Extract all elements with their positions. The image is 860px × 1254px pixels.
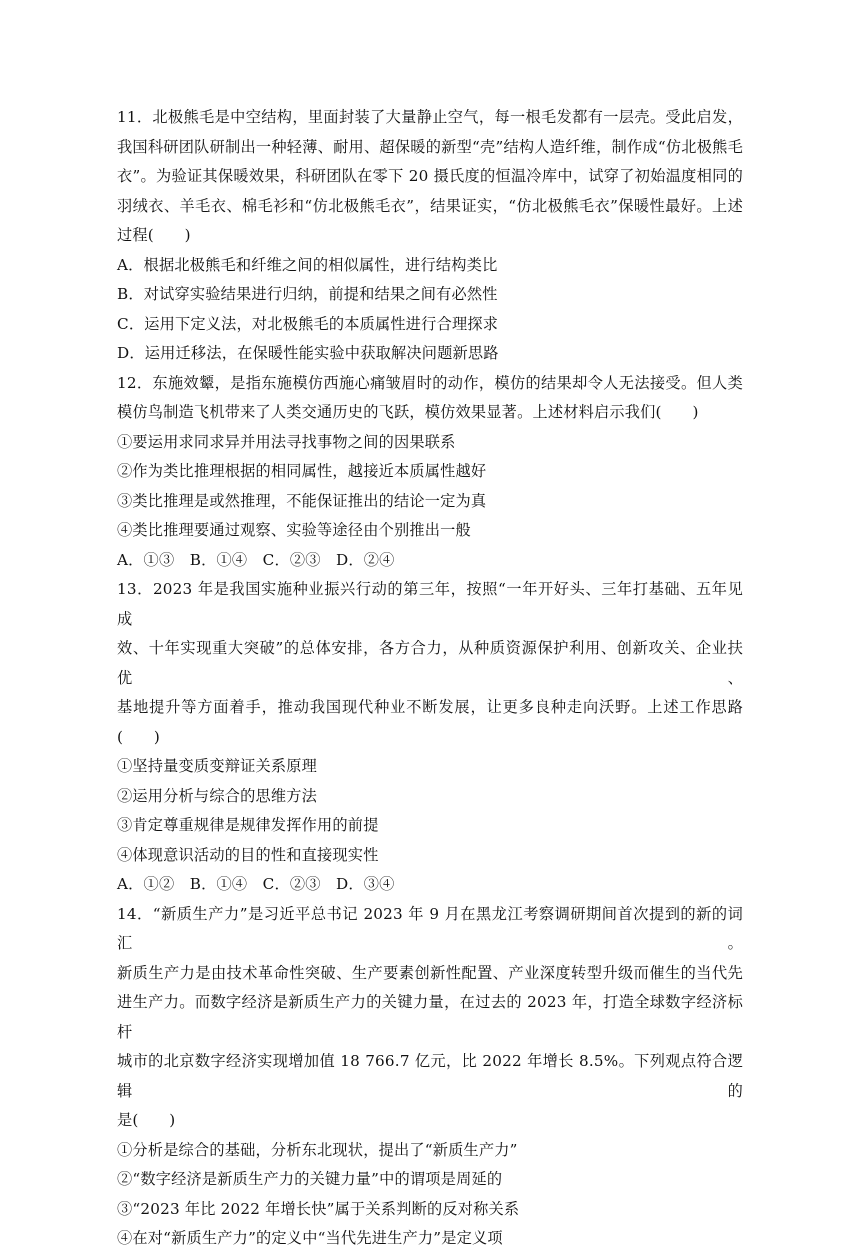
question-stem-line: 羽绒衣、羊毛衣、棉毛衫和“仿北极熊毛衣”，结果证实，“仿北极熊毛衣”保暖性最好。上述 [117,196,743,215]
question-stem-line: 新质生产力是由技术革命性突破、生产要素创新性配置、产业深度转型升级而催生的当代先 [117,963,743,982]
question-13 [117,575,743,900]
statement-1: ①分析是综合的基础，分析东北现状，提出了“新质生产力” [117,1140,518,1159]
question-11 [117,103,743,369]
question-stem-line: 我国科研团队研制出一种轻薄、耐用、超保暖的新型“壳”结构人造纤维，制作成“仿北极熊毛 [117,137,743,156]
option-b: B．对试穿实验结果进行归纳，前提和结果之间有必然性 [117,285,498,303]
statement-1: ①要运用求同求异并用法寻找事物之间的因果联系 [117,432,456,451]
statement-3: ③“2023 年比 2022 年增长快”属于关系判断的反对称关系 [117,1199,520,1218]
question-stem-line: 效、十年实现重大突破”的总体安排，各方合力，从种质资源保护利用、创新攻关、企业扶优、 [117,639,743,687]
option-d: D．运用迁移法，在保暖性能实验中获取解决问题新思路 [117,344,499,362]
question-stem-line: 11．北极熊毛是中空结构，里面封装了大量静止空气，每一根毛发都有一层壳。受此启发， [117,108,743,126]
question-stem-line: 14．“新质生产力”是习近平总书记 2023 年 9 月在黑龙江考察调研期间首次提到的新的词汇。 [117,904,743,952]
option-a: A．根据北极熊毛和纤维之间的相似属性，进行结构类比 [117,255,498,274]
statement-2: ②作为类比推理根据的相同属性，越接近本质属性越好 [117,462,487,480]
question-stem-line: 城市的北京数字经济实现增加值 18 766.7 亿元，比 2022 年增长 8.5%。下列观点符合逻辑的 [117,1052,743,1100]
question-stem-line: 13．2023 年是我国实施种业振兴行动的第三年，按照“一年开好头、三年打基础、五年见成 [117,580,743,628]
question-stem-line: 衣”。为验证其保暖效果，科研团队在零下 20 摄氏度的恒温冷库中，试穿了初始温度相同的 [117,167,743,185]
question-14 [117,900,743,1254]
statement-4: ④体现意识活动的目的性和直接现实性 [117,845,379,864]
statement-3: ③类比推理是或然推理，不能保证推出的结论一定为真 [117,491,487,510]
statement-2: ②运用分析与综合的思维方法 [117,786,318,805]
question-stem-line: 是( ) [117,1111,176,1129]
statement-4: ④在对“新质生产力”的定义中“当代先进生产力”是定义项 [117,1229,503,1247]
exam-page [117,103,743,1254]
question-stem-line: 12．东施效颦，是指东施模仿西施心痛皱眉时的动作，模仿的结果却令人无法接受。但人类 [117,373,743,392]
question-stem-line: ( ) [117,727,161,746]
question-stem-line: 进生产力。而数字经济是新质生产力的关键力量，在过去的 2023 年，打造全球数字经济标杆 [117,993,743,1041]
statement-1: ①坚持量变质变辩证关系原理 [117,757,318,775]
question-stem-line: 过程( ) [117,226,191,244]
statement-2: ②“数字经济是新质生产力的关键力量”中的谓项是周延的 [117,1170,503,1188]
statement-4: ④类比推理要通过观察、实验等途径由个别推出一般 [117,521,471,539]
question-stem-line: 基地提升等方面着手，推动我国现代种业不断发展，让更多良种走向沃野。上述工作思路 [117,698,743,716]
question-12 [117,369,743,576]
option-c: C．运用下定义法，对北极熊毛的本质属性进行合理探求 [117,314,499,333]
answer-choices: A．①② B．①④ C．②③ D．③④ [117,875,395,893]
question-stem-line: 模仿鸟制造飞机带来了人类交通历史的飞跃，模仿效果显著。上述材料启示我们( ) [117,403,699,421]
answer-choices: A．①③ B．①④ C．②③ D．②④ [117,550,395,569]
statement-3: ③肯定尊重规律是规律发挥作用的前提 [117,816,379,834]
